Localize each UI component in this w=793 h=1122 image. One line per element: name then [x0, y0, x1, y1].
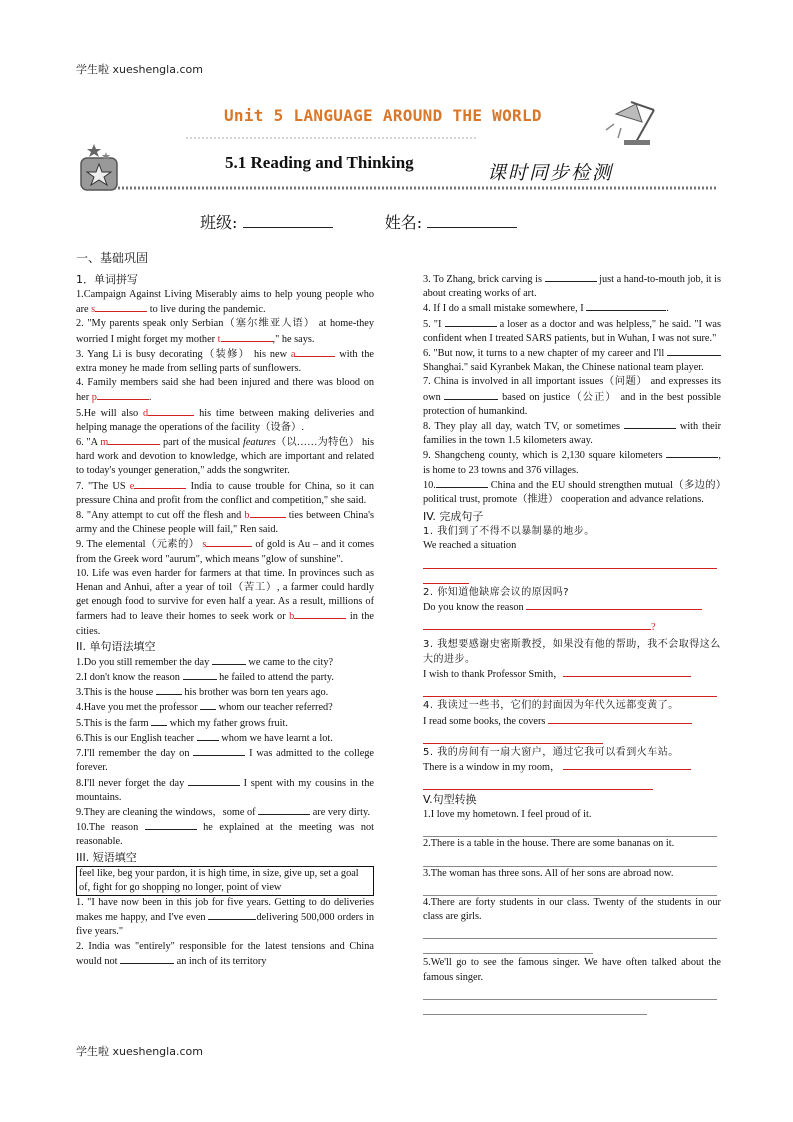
s4-q5-zh: 5. 我的房间有一扇大窗户，通过它我可以看到火车站。 [423, 746, 679, 758]
s2-q8: 8.I'll never forget the day I spent with my cousins in the mountains. [76, 777, 374, 803]
s5-q3-answer-line[interactable] [423, 881, 717, 896]
s3-q10: 10. China and the EU should strengthen mutual（多边的）political trust, promote（推进） cooperation and advance relations. [423, 479, 721, 506]
s4-q3-answer-line[interactable] [423, 682, 717, 697]
s1-q8: 8. "Any attempt to cut off the flesh and b ties between China's army and the Chinese people will fail," Ren said. [76, 510, 374, 536]
s5-q1: 1.I love my hometown. I feel proud of it. [423, 809, 592, 821]
s4-q2-answer-line[interactable] [423, 615, 651, 630]
s3-q4: 4. If I do a small mistake somewhere, I . [423, 303, 669, 315]
name-label: 姓名: [384, 213, 423, 232]
s4-q3-zh: 3. 我想要感谢史密斯教授，如果没有他的帮助，我不会取得这么大的进步。 [423, 639, 721, 666]
s5-q5-answer-line[interactable] [423, 985, 717, 1000]
s3-q7: 7. China is involved in all important issues（问题） and expresses its own based on justice（公正） and in the best possible protection of humankind. [423, 376, 721, 417]
s5-q4-answer-line[interactable] [423, 924, 717, 939]
student-info [200, 210, 517, 233]
s1-q1: 1.Campaign Against Living Miserably aims to help young people who are s to live during the pandemic. [76, 289, 374, 316]
s2-q9: 9.They are cleaning the windows，some of are very dirty. [76, 806, 371, 818]
stamp-text: 课时同步检测 [487, 162, 614, 184]
section3-title: III. 短语填空 [76, 850, 137, 864]
s4-q5-answer-line[interactable] [423, 775, 653, 790]
s3-q9: 9. Shangcheng county, which is 2,130 square kilometers , is home to 23 towns and 376 villages. [423, 450, 721, 476]
s3-q3: 3. To Zhang, brick carving is just a hand-to-mouth job, it is about creating works of art. [423, 274, 721, 300]
s1-q6: 6. "A m part of the musical features（以……为特色） his hard work and devotion to knowledge, which are important and related to today's younger generation," adds the songwriter. [76, 437, 374, 477]
name-field[interactable] [427, 213, 517, 228]
s5-q4: 4.There are forty students in our class. Twenty of the students in our class are girls. [423, 896, 721, 923]
left-column [76, 272, 374, 969]
s4-q4-en: I read some books, the covers [423, 714, 721, 729]
s2-q10: 10.The reason he explained at the meeting was not reasonable. [76, 822, 374, 848]
unit-title: Unit 5 LANGUAGE AROUND THE WORLD [224, 106, 542, 125]
s4-q3-en: I wish to thank Professor Smith， [423, 667, 721, 682]
s5-q2: 2.There is a table in the house. There are some bananas on it. [423, 838, 675, 850]
s3-q6: 6. "But now, it turns to a new chapter of my career and I'll Shanghai." said Kyranbek Makan, the Chinese national team player. [423, 346, 721, 375]
s1-q4: 4. Family members said she had been injured and there was blood on her p . [76, 377, 374, 404]
s4-q2-zh: 2. 你知道他缺席会议的原因吗? [423, 586, 570, 598]
section1-title: 1．单词拼写 [76, 273, 138, 286]
s3-q2: 2. India was "entirely" responsible for the latest tensions and China would not an inch of its territory [76, 940, 374, 967]
word-box: feel like, beg your pardon, it is high time, in size, give up, set a goal of, fight for go shopping no longer, point of view [76, 866, 374, 896]
s5-q1-answer-line[interactable] [423, 822, 717, 837]
s2-q7: 7.I'll remember the day on I was admitted to the college forever. [76, 748, 374, 774]
s2-q1: 1.Do you still remember the day we came to the city? [76, 656, 334, 668]
s1-q5: 5.He will also d his time between making deliveries and helping manage the operations of the facility（设备）. [76, 407, 374, 433]
s2-q6: 6.This is our English teacher whom we have learnt a lot. [76, 732, 333, 744]
s4-q1-zh: 1. 我们到了不得不以暴制暴的地步。 [423, 526, 595, 538]
s1-q7: 7. "The US e India to cause trouble for China, so it can pressure China and profit from the conflict and competition," she said. [76, 480, 374, 506]
s2-q4: 4.Have you met the professor whom our teacher referred? [76, 702, 333, 714]
footer-site: 学生啦 xueshengla.com [76, 1045, 203, 1058]
s2-q5: 5.This is the farm which my father grows fruit. [76, 717, 288, 729]
s1-q9: 9. The elemental（元素的） s of gold is Au – and it comes from the Greek word "aurum", which means "glow of sunshine". [76, 539, 374, 565]
lesson-title: 5.1 Reading and Thinking [225, 153, 414, 172]
class-label: 班级: [200, 213, 238, 232]
s5-q4-answer-line2[interactable] [423, 939, 593, 954]
section2-title: II. 单句语法填空 [76, 639, 156, 653]
section4-title: IV. 完成句子 [423, 510, 484, 524]
s3-q5: 5. "I a loser as a doctor and was helpless," he said. "I was confident when I treated SARS patients, but in Wuhan, I was not sure." [423, 318, 721, 344]
right-column: 3. To Zhang, brick carving is just a hand-to-mouth job, it is about creating works of art. 4. If I do a small mistake somewhere, I . 5. "I a loser as a doctor and was helpless," he said. "I was confident when I treated SARS patients, but in Wuhan, I was not sure." 6. "But now, it turns to a new chapter of my career and I'll Shanghai." said Kyranbek Makan, the Chinese national team player. 7. China is involved in all important issues（问题） and expresses its own based on justice（公正） and in the best possible protection of humankind. 8. They play all day, watch TV, or sometimes with their families in the town 1.5 kilometers away. 9. Shangcheng county, which is 2,130 square kilometers , is home to 23 towns and 376 villages. 10. China and the EU should strengthen mutual（多边的）political trust, promote（推进） cooperation and advance relations. IV. 完成句子 1. 我们到了不得不以暴制暴的地步。 We reached a situation 2. 你知道他缺席会议的原因吗? Do you know the reason ? 3. 我想要感谢史密斯教授，如果没有他的帮助，我不会取得这么大的进步。 I wish to thank Professor Smith， 4. 我读过一些书，它们的封面因为年代久远都变黄了。 I read some books, the covers 5. 我的房间有一扇大窗户，通过它我可以看到火车站。 There is a window in my room， V.句型转换 1.I love my hometown. I feel proud of it. 2.There is a table in the house. There are some bananas on it. 3.The woman has three sons. All of her sons are abroad now. 4.There are forty students in our class. Twenty of the students in our class are girls. 5.We'll go to see the famous singer. We have often talked about the famous singer. [423, 272, 721, 1015]
s2-q3: 3.This is the house his brother was born ten years ago. [76, 687, 329, 699]
s4-q1-answer-line2[interactable] [423, 569, 469, 584]
header-site: 学生啦 xueshengla.com [76, 63, 203, 76]
section5-title: V.句型转换 [423, 793, 477, 807]
s4-q2-en: Do you know the reason [423, 600, 721, 615]
s5-q3: 3.The woman has three sons. All of her sons are abroad now. [423, 867, 674, 879]
s5-q5-answer-line2[interactable] [423, 1000, 647, 1015]
s3-q1: 1. "I have now been in this job for five years. Getting to do deliveries makes me happy, and I've even delivering 500,000 orders in five years." [76, 896, 374, 938]
s2-q2: 2.I don't know the reason he failed to attend the party. [76, 672, 334, 684]
s4-q1-en: We reached a situation [423, 540, 517, 552]
class-field[interactable] [243, 213, 333, 228]
s4-q1-answer-line[interactable] [423, 554, 717, 569]
s4-q4-zh: 4. 我读过一些书，它们的封面因为年代久远都变黄了。 [423, 700, 679, 712]
s5-q5: 5.We'll go to see the famous singer. We have often talked about the famous singer. [423, 957, 721, 983]
s1-q2: 2. "My parents speak only Serbian（塞尔维亚人语） at home-they worried I might forget my mother t ," he says. [76, 318, 374, 345]
s4-q4-answer-line[interactable] [423, 729, 603, 744]
s4-q5-en: There is a window in my room， [423, 760, 721, 775]
part1-title: 一、基础巩固 [76, 251, 149, 265]
s1-q10: 10. Life was even harder for farmers at that time. In provinces such as Henan and Anhui, after a year of toil（苦工）, a farmer could hardly get enough food to survive for even half a year. As a result, millions of farmers had to leave their homes to seek work or b in the cities. [76, 567, 374, 637]
s5-q2-answer-line[interactable] [423, 852, 717, 867]
s1-q3: 3. Yang Li is busy decorating（装修） his new a with the extra money he made from selling parts of sunflowers. [76, 348, 374, 375]
s3-q8: 8. They play all day, watch TV, or sometimes with their families in the town 1.5 kilometers away. [423, 421, 721, 447]
